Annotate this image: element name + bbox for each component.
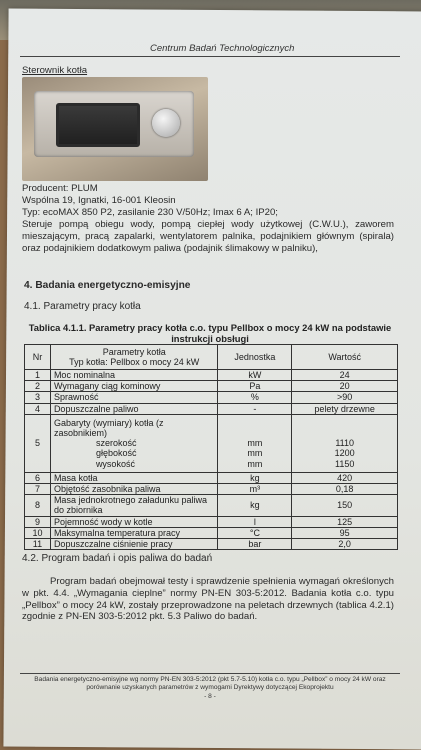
- footer-line-1: Badania energetyczno-emisyjne wg normy PN-EN 303-5:2012 (pkt 5.7-5.10) kotła c.o. typu „Pellbox” o mocy 24 kW oraz: [34, 676, 386, 683]
- controller-photo: [22, 77, 208, 181]
- table-row: [25, 403, 398, 414]
- controller-display: [56, 103, 140, 147]
- table-row: [25, 516, 398, 527]
- footer-line-2: porównanie uzyskanych parametrów z wymogami Dyrektywy dotyczącej Ekoprojektu: [86, 684, 334, 691]
- table-header-row: [25, 345, 398, 370]
- header-value: Wartość: [292, 345, 398, 370]
- row-value: 0,18: [292, 484, 398, 495]
- table-row: [25, 527, 398, 538]
- table-caption: Tablica 4.1.1. Parametry pracy kotła c.o. typu Pellbox o mocy 24 kW na podstawie instrukcji obsługi: [28, 322, 392, 344]
- header-divider: [20, 56, 400, 57]
- row-param: Masa kotła: [50, 472, 218, 483]
- row-unit: °C: [218, 527, 292, 538]
- header-unit: Jednostka: [218, 345, 292, 370]
- row-value: 24: [292, 370, 398, 381]
- controller-panel: [34, 91, 194, 157]
- section-4-title: 4. Badania energetyczno-emisyjne: [24, 280, 191, 291]
- page-number: - 8 -: [204, 693, 216, 700]
- row-param: Objętość zasobnika paliwa: [50, 484, 218, 495]
- row-unit: kW: [218, 370, 292, 381]
- dimension-depth-label: głębokość: [95, 448, 137, 459]
- row-nr: 11: [25, 539, 51, 550]
- table-row: [25, 495, 398, 516]
- row-unit: [218, 414, 292, 472]
- page-header-title: Centrum Badań Technologicznych: [150, 43, 295, 54]
- row-param: Pojemność wody w kotle: [50, 516, 218, 527]
- row-unit: kg: [218, 495, 292, 516]
- row-nr: 2: [25, 381, 51, 392]
- table-row: [25, 392, 398, 403]
- row-unit: Pa: [218, 381, 292, 392]
- row-param: Dopuszczalne ciśnienie pracy: [50, 539, 218, 550]
- row-param: Wymagany ciąg kominowy: [50, 381, 218, 392]
- producer-type: Typ: ecoMAX 850 P2, zasilanie 230 V/50Hz; Imax 6 A; IP20;: [22, 207, 278, 218]
- row-unit: l: [218, 516, 292, 527]
- footer-divider: [20, 673, 400, 674]
- dimension-depth-unit: mm: [247, 448, 263, 459]
- table-row: [25, 472, 398, 483]
- dimension-depth-value: 1200: [334, 448, 355, 459]
- section-4-2-title: 4.2. Program badań i opis paliwa do badań: [22, 553, 213, 564]
- header-param: [50, 345, 218, 370]
- header-param-line1: Parametry kotła: [102, 346, 166, 357]
- producer-address: Wspólna 19, Ignatki, 16-001 Kleosin: [22, 195, 176, 206]
- row-param: Dopuszczalne paliwo: [50, 403, 218, 414]
- table-row: [25, 381, 398, 392]
- dimension-height-value: 1150: [334, 458, 355, 469]
- row-value: >90: [292, 392, 398, 403]
- row-value: 150: [292, 495, 398, 516]
- row-nr: 9: [25, 516, 51, 527]
- row-nr: 1: [25, 370, 51, 381]
- row-value: pelety drzewne: [292, 403, 398, 414]
- row-param: Moc nominalna: [50, 370, 218, 381]
- row-value: 125: [292, 516, 398, 527]
- dimension-width-label: szerokość: [95, 438, 137, 449]
- row-param: [50, 414, 218, 472]
- row-nr: 5: [25, 414, 51, 472]
- table-row: [25, 484, 398, 495]
- producer-line: Producent: PLUM: [22, 183, 98, 194]
- row-nr: 8: [25, 495, 51, 516]
- row-unit: kg: [218, 472, 292, 483]
- section-4-1-title: 4.1. Parametry pracy kotła: [24, 301, 141, 312]
- row-value: [292, 414, 398, 472]
- table-row: [25, 370, 398, 381]
- row-value: 420: [292, 472, 398, 483]
- boiler-parameters-table: [24, 344, 398, 550]
- controller-knob: [152, 109, 180, 137]
- program-paragraph: Program badań obejmował testy i sprawdzenie spełnienia wymagań określonych w pkt. 4.4. „Wymagania cieplne” normy PN-EN 303-5:2012. Badania kotła c.o. typu „Pellbox” o mocy 24 kW, zostały przeprowadzone na peletach drzewnych (tablica 4.2.1) zgodnie z PN-EN 303-5:2012 pkt. 5.3 Paliwo do badań.: [22, 576, 394, 623]
- table-row: [25, 539, 398, 550]
- row-value: 2,0: [292, 539, 398, 550]
- row-nr: 7: [25, 484, 51, 495]
- row-unit: m³: [218, 484, 292, 495]
- dimension-width-unit: mm: [247, 438, 263, 449]
- row-nr: 6: [25, 472, 51, 483]
- row-value: 20: [292, 381, 398, 392]
- row-unit: -: [218, 403, 292, 414]
- photo-label: Sterownik kotła: [22, 65, 88, 76]
- dimension-height-label: wysokość: [95, 458, 135, 469]
- dimension-height-unit: mm: [247, 458, 263, 469]
- row-unit: %: [218, 392, 292, 403]
- row-unit: bar: [218, 539, 292, 550]
- row-param: Sprawność: [50, 392, 218, 403]
- row-value: 95: [292, 527, 398, 538]
- row-nr: 3: [25, 392, 51, 403]
- row-nr: 4: [25, 403, 51, 414]
- dimensions-label: Gabaryty (wymiary) kotła (z zasobnikiem): [53, 417, 164, 439]
- header-nr: Nr: [25, 345, 51, 370]
- row-nr: 10: [25, 527, 51, 538]
- row-param: Maksymalna temperatura pracy: [50, 527, 218, 538]
- dimension-width-value: 1110: [335, 438, 354, 449]
- row-param: Masa jednokrotnego załadunku paliwa do zbiornika: [50, 495, 218, 516]
- header-param-line2: Typ kotła: Pellbox o mocy 24 kW: [69, 357, 200, 367]
- table-row-dimensions: [25, 414, 398, 472]
- controller-description: Steruje pompą obiegu wody, pompą ciepłej wody użytkowej (C.W.U.), zaworem mieszającym, pracą zapalarki, wentylatorem palnika, podajnikiem głównym (spirala) oraz podajnikiem dodatkowym paliwa (podajnik ślimakowy w palniku),: [22, 219, 394, 254]
